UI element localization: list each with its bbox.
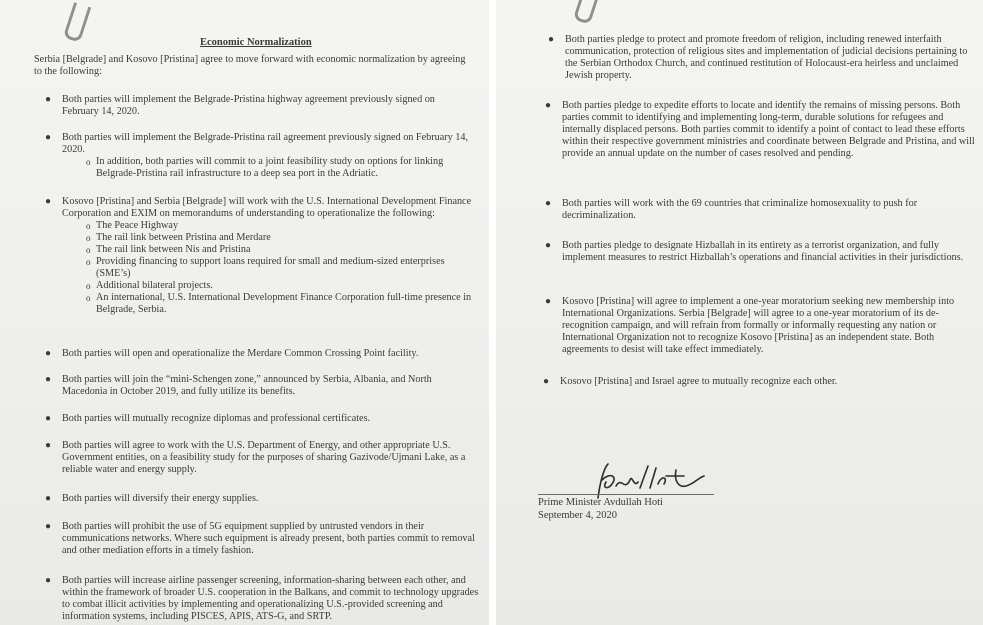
sub-list-item: o The rail link between Pristina and Merdare — [86, 232, 271, 243]
signature-date: September 4, 2020 — [538, 510, 618, 521]
circle-bullet-icon: o — [86, 221, 91, 231]
page-divider — [489, 0, 496, 625]
bullet-icon: ● — [545, 100, 552, 111]
list-item — [45, 94, 472, 118]
bullet-icon: ● — [45, 94, 52, 105]
list-item-text: Both parties pledge to expedite efforts to locate and identify the remains of missing persons. Both parties commit to identifying and implementing long-term, durable solutions for refugees and internally displaced persons. Both parties commit to identify a point of contact to lead these efforts within their respective government ministries and coordinate between Belgrade and Pristina, and will provide an annual update on the number of cases resolved and pending. — [562, 100, 975, 159]
list-item — [45, 374, 472, 398]
bullet-icon: ● — [548, 34, 555, 45]
bullet-icon: ● — [45, 196, 52, 207]
sub-list-item: o In addition, both parties will commit to a joint feasibility study on options for linking Belgrade-Pristina rail infrastructure to a deep sea port in the Adriatic. — [86, 156, 444, 179]
list-item-text: Both parties will implement the Belgrade-Pristina highway agreement previously signed on February 14, 2020. — [62, 94, 435, 117]
circle-bullet-icon: o — [86, 245, 91, 255]
bullet-icon: ● — [45, 440, 52, 451]
list-item-text: Both parties will mutually recognize diplomas and professional certificates. — [62, 413, 371, 424]
signatory-name: Prime Minister Avdullah Hoti — [538, 497, 663, 508]
list-item-text: Both parties will open and operationalize the Merdare Common Crossing Point facility. — [62, 348, 419, 359]
bullet-icon: ● — [545, 296, 552, 307]
list-item-text: Both parties will agree to work with the U.S. Department of Energy, and other appropriate U.S. Government entities, on a feasibility study for the purposes of sharing Gazivode/Ujmani Lake, as a reliable water and energy supply. — [62, 440, 466, 475]
bullet-icon: ● — [545, 240, 552, 251]
sub-list-item: o An international, U.S. International Development Finance Corporation full-time presence in Belgrade, Serbia. — [86, 292, 472, 315]
circle-bullet-icon: o — [86, 293, 91, 303]
sub-list-item: o The rail link between Nis and Pristina — [86, 244, 251, 255]
list-item-text: Both parties will work with the 69 countries that criminalize homosexuality to push for decriminalization. — [562, 198, 918, 221]
bullet-icon: ● — [45, 575, 52, 586]
list-item — [45, 575, 482, 623]
list-item-text: Both parties will implement the Belgrade-Pristina rail agreement previously signed on February 14, 2020. — [62, 132, 468, 155]
section-title: Economic Normalization — [200, 37, 312, 48]
list-item — [543, 376, 970, 388]
list-item-text: Kosovo [Pristina] and Serbia [Belgrade] will work with the U.S. International Development Finance Corporation and EXIM on memorandums of understanding to operationalize the following: — [62, 196, 472, 219]
paper-clip-icon — [63, 2, 92, 43]
list-item-text: Both parties will join the “mini-Schengen zone,” announced by Serbia, Albania, and North Macedonia in October 2019, and fully utilize its benefits. — [62, 374, 432, 397]
bullet-icon: ● — [543, 376, 550, 387]
sub-list — [62, 156, 472, 180]
intro-paragraph: Serbia [Belgrade] and Kosovo [Pristina] agree to move forward with economic normalization by agreeing to the following: — [34, 54, 466, 77]
sub-list-item: o Additional bilateral projects. — [86, 280, 213, 291]
list-item-text: Both parties will diversify their energy supplies. — [62, 493, 259, 504]
signature-line — [538, 494, 714, 495]
circle-bullet-icon: o — [86, 281, 91, 291]
list-item — [545, 100, 976, 160]
list-item — [548, 34, 975, 82]
list-item-text: Kosovo [Pristina] and Israel agree to mutually recognize each other. — [560, 376, 838, 387]
list-item-text: Both parties pledge to protect and promote freedom of religion, including renewed interfaith communication, protection of religious sites and implementation of judicial decisions pertaining to the Serbian Orthodox Church, and continued restitution of Holocaust-era heirless and unclaimed Jewish property. — [565, 34, 968, 81]
list-item — [45, 348, 472, 360]
circle-bullet-icon: o — [86, 157, 91, 167]
sub-list — [62, 220, 472, 316]
bullet-icon: ● — [45, 348, 52, 359]
list-item — [45, 413, 472, 425]
circle-bullet-icon: o — [86, 257, 91, 267]
list-item — [45, 440, 482, 476]
list-item — [545, 296, 976, 356]
handwritten-signature — [538, 462, 718, 502]
list-item — [45, 132, 472, 180]
bullet-icon: ● — [45, 413, 52, 424]
list-item — [45, 493, 472, 505]
list-item-text: Both parties pledge to designate Hizballah in its entirety as a terrorist organization, and fully implement measures to restrict Hizballah’s operations and financial activities in their jurisdictions. — [562, 240, 964, 263]
list-item — [545, 240, 976, 264]
list-item-text: Both parties will increase airline passenger screening, information-sharing between each other, and within the framework of broader U.S. cooperation in the Balkans, and commit to technology upgrades to combat illicit activities by implementing and operationalizing U.S.-provided screening and information systems, including PISCES, APIS, ATS-G, and SRTP. — [62, 575, 479, 622]
bullet-icon: ● — [45, 493, 52, 504]
circle-bullet-icon: o — [86, 233, 91, 243]
sub-list-item: o Providing financing to support loans required for small and medium-sized enterprises (SME’s) — [86, 256, 445, 279]
sub-list-item: o The Peace Highway — [86, 220, 179, 231]
bullet-icon: ● — [45, 521, 52, 532]
list-item-text: Both parties will prohibit the use of 5G equipment supplied by untrusted vendors in their communications networks. Where such equipment is already present, both parties commit to removal and other mediation efforts in a timely fashion. — [62, 521, 475, 556]
bullet-icon: ● — [545, 198, 552, 209]
paper-clip-icon — [573, 0, 602, 25]
bullet-icon: ● — [45, 132, 52, 143]
list-item — [45, 196, 472, 316]
list-item — [545, 198, 972, 222]
bullet-icon: ● — [45, 374, 52, 385]
list-item-text: Kosovo [Pristina] will agree to implement a one-year moratorium seeking new membership into International Organizations. Serbia [Belgrade] will agree to a one-year moratorium of its de-recognition campaign, and will refrain from formally or informally requesting any nation or International Organization not to recognize Kosovo [Pristina] as an independent state. Both agreements to desist will take effect immediately. — [562, 296, 955, 355]
list-item — [45, 521, 482, 557]
